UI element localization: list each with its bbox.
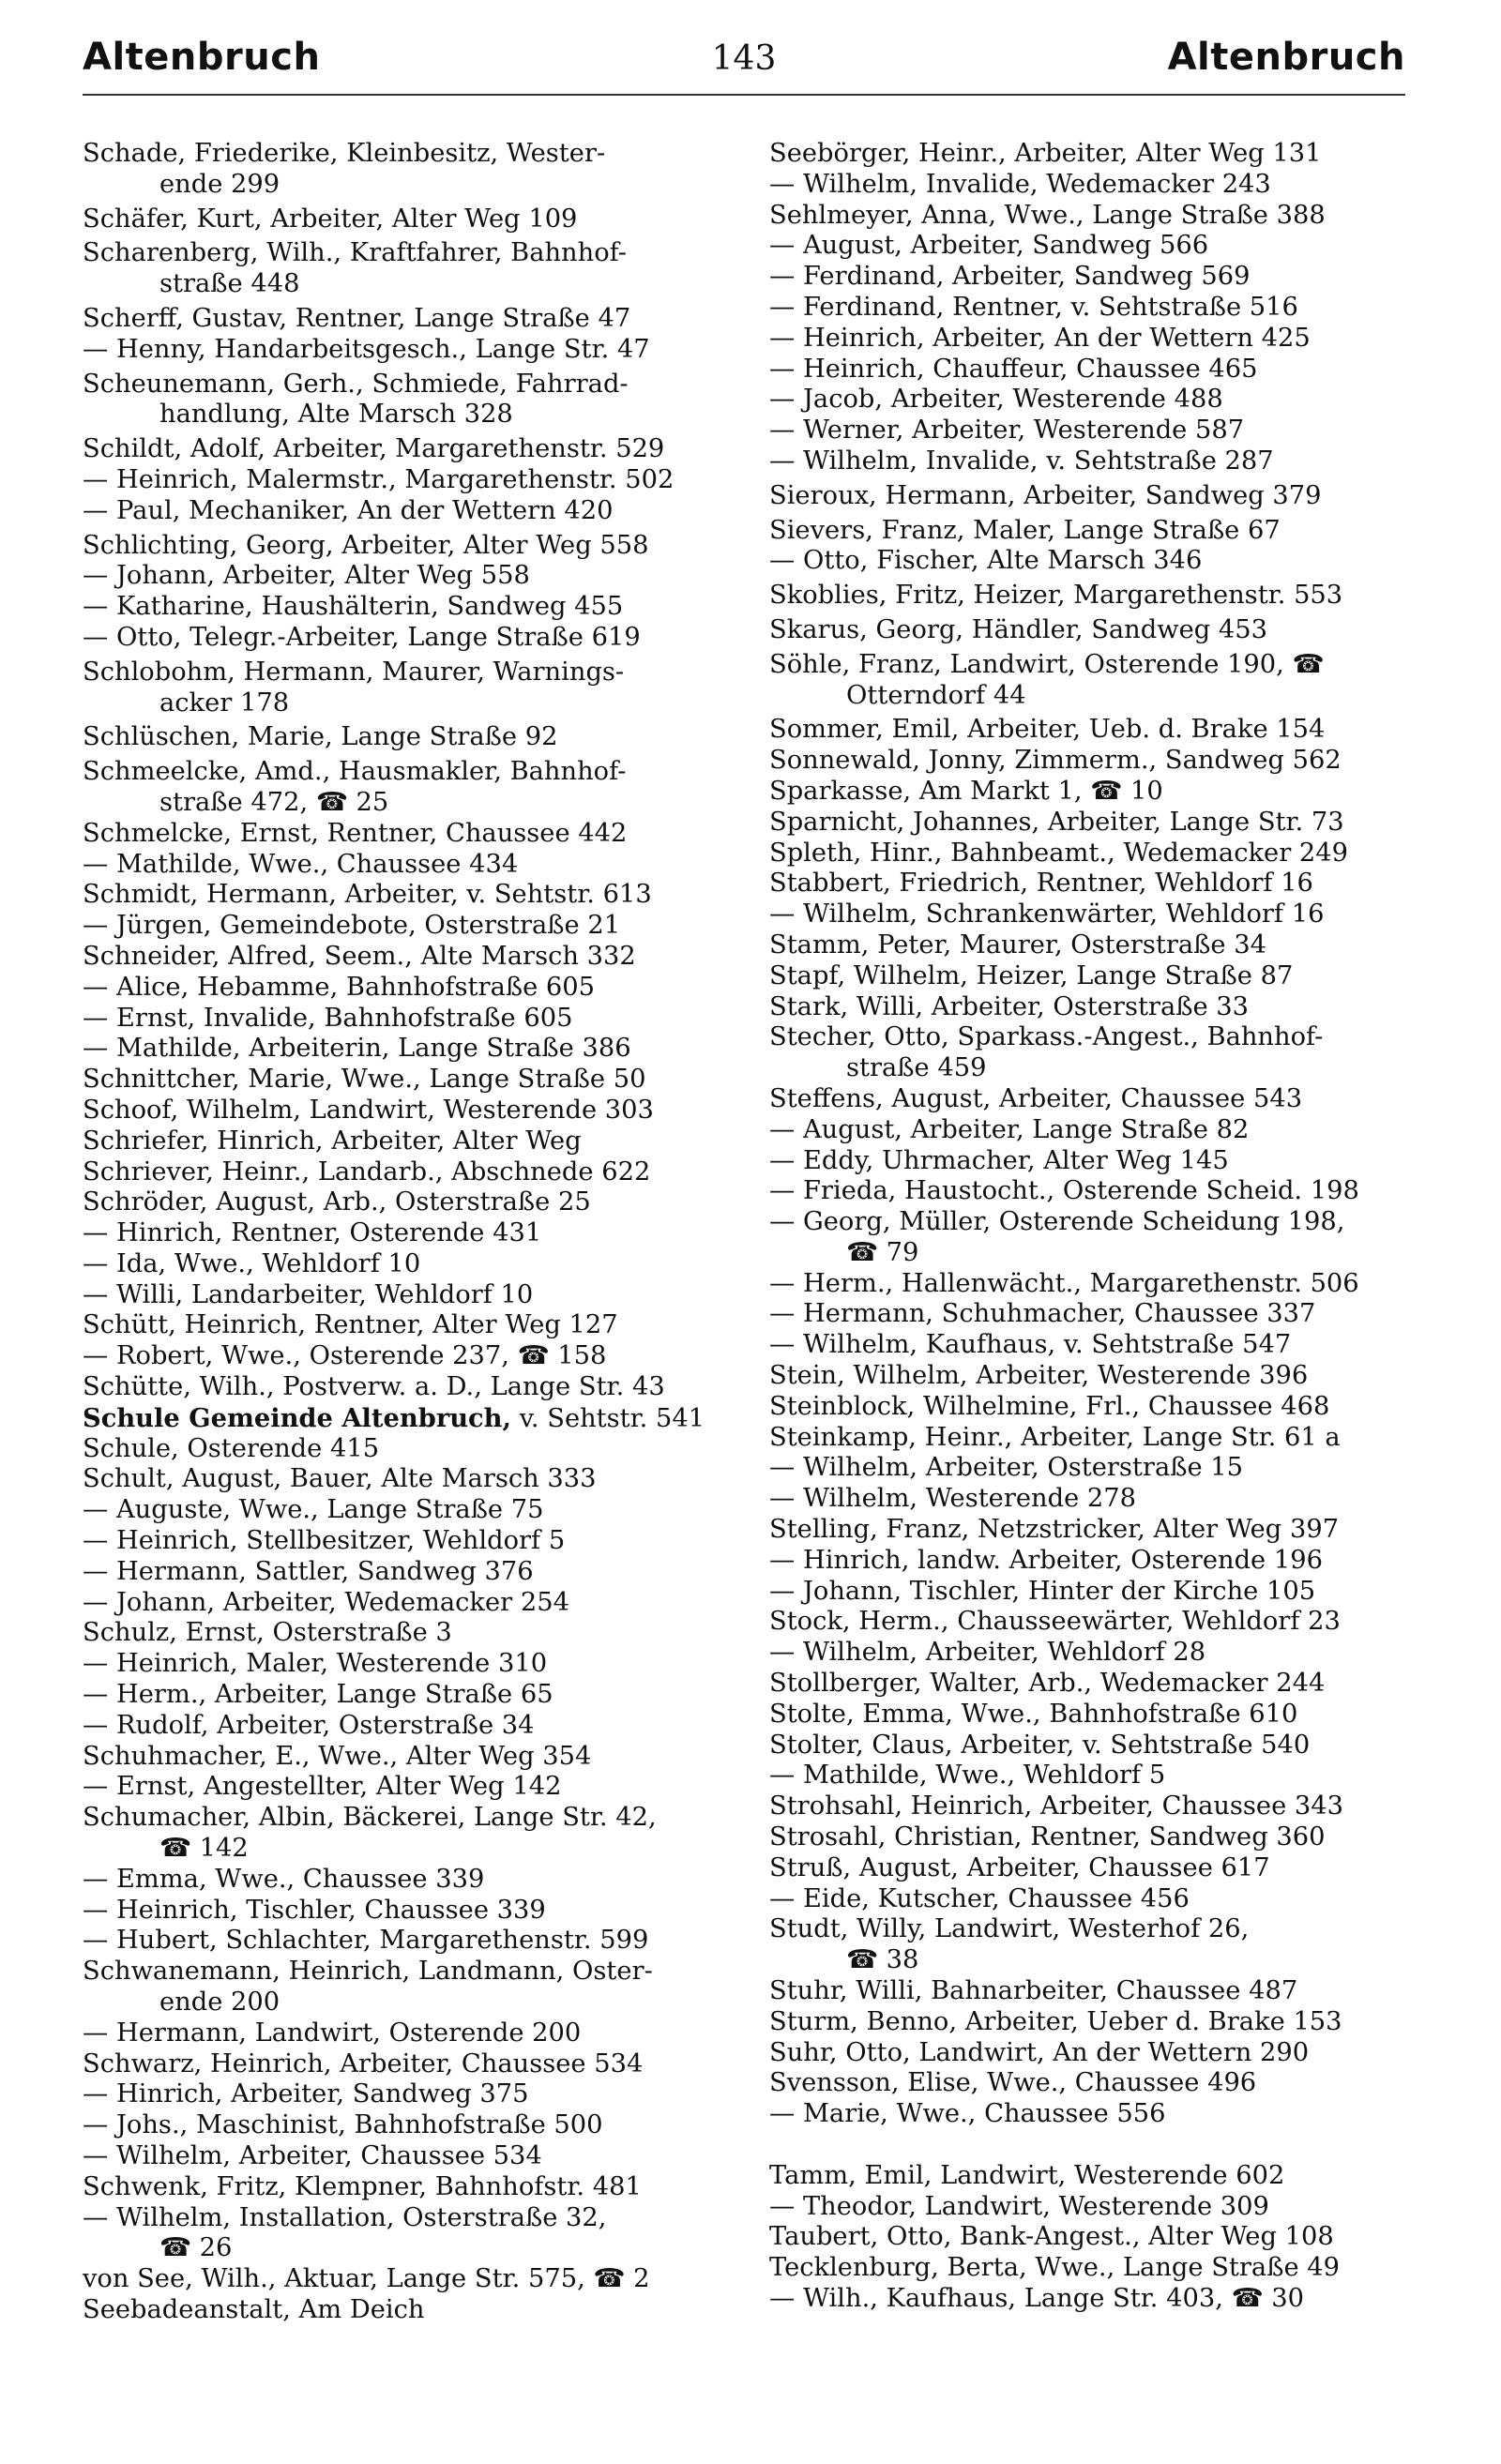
directory-entry-line: Stecher, Otto, Sparkass.-Angest., Bahnhof- [769, 1022, 1324, 1052]
directory-entry-line: Strosahl, Christian, Rentner, Sandweg 360 [769, 1822, 1326, 1852]
directory-entry-line: Schütt, Heinrich, Rentner, Alter Weg 127 [83, 1310, 618, 1340]
directory-entry-line: Skarus, Georg, Händler, Sandweg 453 [769, 614, 1267, 644]
directory-entry-line: — Johann, Arbeiter, Wedemacker 254 [83, 1587, 569, 1617]
directory-entry-line: Steinkamp, Heinr., Arbeiter, Lange Str. 61 a [769, 1422, 1341, 1452]
directory-entry-line: — Alice, Hebamme, Bahnhofstraße 605 [83, 972, 596, 1002]
directory-entry-line: Sturm, Benno, Arbeiter, Ueber d. Brake 153 [769, 2006, 1342, 2036]
directory-entry-line: Schlobohm, Hermann, Maurer, Warnings- [83, 657, 625, 687]
directory-entry-line: Söhle, Franz, Landwirt, Osterende 190, ☎ [769, 649, 1325, 679]
blank-line [769, 2130, 1417, 2161]
bold-entry-name: Schule Gemeinde Altenbruch, [83, 1402, 512, 1433]
directory-entry-line: Sonnewald, Jonny, Zimmerm., Sandweg 562 [769, 746, 1342, 776]
directory-entry-line: Sieroux, Hermann, Arbeiter, Sandweg 379 [769, 480, 1322, 510]
directory-entry-line: Stelling, Franz, Netzstricker, Alter Weg 397 [769, 1515, 1340, 1545]
directory-entry-line: — Hinrich, Rentner, Osterende 431 [83, 1218, 542, 1248]
directory-entry-line: — Hinrich, landw. Arbeiter, Osterende 196 [769, 1545, 1323, 1575]
directory-entry-line: — Wilhelm, Schrankenwärter, Wehldorf 16 [769, 899, 1325, 930]
page-header [83, 36, 1405, 88]
directory-entry-line: Sommer, Emil, Arbeiter, Ueb. d. Brake 154 [769, 715, 1326, 745]
directory-entry-line: — Herm., Hallenwächt., Margarethenstr. 506 [769, 1268, 1359, 1298]
directory-entry-line: Schröder, August, Arb., Osterstraße 25 [83, 1187, 591, 1217]
directory-entry-line: — Heinrich, Malermstr., Margarethenstr. 502 [83, 464, 675, 494]
directory-entry-line: — Johann, Arbeiter, Alter Weg 558 [83, 561, 530, 591]
directory-entry-line: — August, Arbeiter, Lange Straße 82 [769, 1114, 1250, 1144]
directory-entry-line: Stark, Willi, Arbeiter, Osterstraße 33 [769, 991, 1250, 1021]
directory-entry-line: — Ferdinand, Arbeiter, Sandweg 569 [769, 262, 1251, 292]
entry-address: v. Sehtstr. 541 [511, 1403, 705, 1433]
directory-entry-line: — Wilhelm, Arbeiter, Osterstraße 15 [769, 1453, 1244, 1483]
directory-entry-line: Schriefer, Hinrich, Arbeiter, Alter Weg [83, 1126, 582, 1156]
directory-entry-line: Strohsahl, Heinrich, Arbeiter, Chaussee 343 [769, 1791, 1344, 1822]
directory-entry-line: Stock, Herm., Chausseewärter, Wehldorf 23 [769, 1607, 1341, 1637]
directory-entry-line: straße 459 [846, 1053, 987, 1083]
directory-entry-line: Stolter, Claus, Arbeiter, v. Sehtstraße 540 [769, 1730, 1311, 1760]
directory-entry-line: Schriever, Heinr., Landarb., Abschnede 622 [83, 1156, 651, 1187]
directory-entry-line: — Wilhelm, Invalide, Wedemacker 243 [769, 169, 1271, 199]
directory-entry-line: ☎ 79 [846, 1237, 919, 1267]
directory-entry-line: Stein, Wilhelm, Arbeiter, Westerende 396 [769, 1361, 1309, 1391]
directory-entry-line: — Willi, Landarbeiter, Wehldorf 10 [83, 1279, 534, 1309]
directory-entry-line: Schmelcke, Ernst, Rentner, Chaussee 442 [83, 818, 628, 848]
directory-entry-line: — Wilhelm, Westerende 278 [769, 1484, 1137, 1514]
directory-entry-line: — Wilh., Kaufhaus, Lange Str. 403, ☎ 30 [769, 2283, 1304, 2313]
directory-entry-line: ☎ 142 [159, 1834, 249, 1864]
directory-entry-line: Scharenberg, Wilh., Kraftfahrer, Bahnhof- [83, 238, 627, 268]
directory-entry-line: — Mathilde, Arbeiterin, Lange Straße 386 [83, 1034, 631, 1064]
directory-entry-line: Steffens, August, Arbeiter, Chaussee 543 [769, 1083, 1303, 1113]
directory-entry-line: Sparkasse, Am Markt 1, ☎ 10 [769, 776, 1163, 806]
directory-entry-line: Schuhmacher, E., Wwe., Alter Weg 354 [83, 1741, 592, 1771]
directory-entry-line: — Hermann, Landwirt, Osterende 200 [83, 2018, 582, 2048]
directory-entry-line: Schlichting, Georg, Arbeiter, Alter Weg 558 [83, 530, 649, 560]
directory-entry-line: — Hinrich, Arbeiter, Sandweg 375 [83, 2079, 529, 2109]
directory-entry-line: ende 200 [159, 1988, 280, 2018]
directory-entry-line: handlung, Alte Marsch 328 [159, 400, 513, 430]
directory-entry-line: Stolte, Emma, Wwe., Bahnhofstraße 610 [769, 1699, 1298, 1729]
directory-entry-line: Suhr, Otto, Landwirt, An der Wettern 290 [769, 2037, 1310, 2067]
directory-entry-line: von See, Wilh., Aktuar, Lange Str. 575, ☎ 2 [83, 2264, 650, 2294]
directory-entry-line: — Werner, Arbeiter, Westerende 587 [769, 416, 1245, 446]
directory-entry-line: — Henny, Handarbeitsgesch., Lange Str. 47 [83, 334, 650, 364]
directory-entry-line: — Eide, Kutscher, Chaussee 456 [769, 1883, 1190, 1913]
directory-entry-line: Schwenk, Fritz, Klempner, Bahnhofstr. 481 [83, 2171, 642, 2201]
directory-entry-line: — Wilhelm, Invalide, v. Sehtstraße 287 [769, 446, 1274, 476]
directory-entry-line: Schmidt, Hermann, Arbeiter, v. Sehtstr. 613 [83, 880, 652, 910]
directory-entry-line: Seebörger, Heinr., Arbeiter, Alter Weg 131 [769, 139, 1322, 168]
directory-entry-line: Svensson, Elise, Wwe., Chaussee 496 [769, 2068, 1257, 2098]
directory-entry-line: Struß, August, Arbeiter, Chaussee 617 [769, 1852, 1270, 1882]
directory-entry-line: ☎ 26 [159, 2233, 233, 2263]
directory-entry-line: — Eddy, Uhrmacher, Alter Weg 145 [769, 1145, 1229, 1175]
directory-entry-line: — Ferdinand, Rentner, v. Sehtstraße 516 [769, 292, 1298, 322]
directory-entry-line: Stuhr, Willi, Bahnarbeiter, Chaussee 487 [769, 1976, 1298, 2006]
directory-entry-line: Schult, August, Bauer, Alte Marsch 333 [83, 1464, 597, 1494]
directory-entry-line: straße 472, ☎ 25 [159, 787, 389, 817]
directory-entry-line: Scheunemann, Gerh., Schmiede, Fahrrad- [83, 369, 629, 399]
directory-entry-line: — Heinrich, Maler, Westerende 310 [83, 1649, 548, 1679]
page-number: 143 [711, 39, 777, 78]
directory-entry-line: — Heinrich, Arbeiter, An der Wettern 425 [769, 323, 1311, 353]
directory-entry-line: — Emma, Wwe., Chaussee 339 [83, 1864, 485, 1894]
directory-entry-line: Schildt, Adolf, Arbeiter, Margarethenstr. 529 [83, 434, 665, 464]
right-column [769, 139, 1417, 2315]
directory-entry-line: Steinblock, Wilhelmine, Frl., Chaussee 468 [769, 1391, 1330, 1421]
directory-entry-line: Sehlmeyer, Anna, Wwe., Lange Straße 388 [769, 200, 1326, 230]
directory-entry-line: Schmeelcke, Amd., Hausmakler, Bahnhof- [83, 757, 627, 787]
directory-entry-line: Tecklenburg, Berta, Wwe., Lange Straße 49 [769, 2253, 1341, 2283]
directory-entry-line: Skoblies, Fritz, Heizer, Margarethenstr. 553 [769, 581, 1343, 611]
directory-entry-line: — Hubert, Schlachter, Margarethenstr. 599 [83, 1926, 649, 1956]
directory-entry-line: Taubert, Otto, Bank-Angest., Alter Weg 108 [769, 2222, 1334, 2252]
directory-entry-line: Stapf, Wilhelm, Heizer, Lange Straße 87 [769, 960, 1294, 990]
directory-entry-line: — Hermann, Schuhmacher, Chaussee 337 [769, 1299, 1316, 1329]
directory-entry-line: — Mathilde, Wwe., Wehldorf 5 [769, 1761, 1166, 1791]
directory-entry-line: Schlüschen, Marie, Lange Straße 92 [83, 722, 558, 752]
directory-entry-line: — Rudolf, Arbeiter, Osterstraße 34 [83, 1710, 535, 1740]
directory-entry-line: Otterndorf 44 [846, 680, 1026, 710]
directory-entry-line: — Marie, Wwe., Chaussee 556 [769, 2099, 1166, 2129]
directory-entry-line: straße 448 [159, 269, 300, 299]
directory-entry-line: — Ernst, Angestellter, Alter Weg 142 [83, 1772, 562, 1802]
left-column [83, 139, 730, 2326]
directory-entry-line: acker 178 [159, 688, 290, 718]
directory-entry-line: — Wilhelm, Arbeiter, Wehldorf 28 [769, 1638, 1206, 1668]
directory-entry-line: Tamm, Emil, Landwirt, Westerende 602 [769, 2160, 1285, 2190]
directory-entry-line: Schade, Friederike, Kleinbesitz, Wester- [83, 139, 606, 168]
directory-entry-line: Schnittcher, Marie, Wwe., Lange Straße 50 [83, 1065, 646, 1095]
directory-entry-line: Schneider, Alfred, Seem., Alte Marsch 332 [83, 941, 636, 971]
directory-entry-line: Spleth, Hinr., Bahnbeamt., Wedemacker 249 [769, 838, 1349, 868]
directory-entry-line: Sparnicht, Johannes, Arbeiter, Lange Str. 73 [769, 807, 1344, 837]
directory-entry-line: Stabbert, Friedrich, Rentner, Wehldorf 16 [769, 869, 1313, 899]
directory-entry-line: — Otto, Telegr.-Arbeiter, Lange Straße 619 [83, 622, 641, 652]
directory-entry-line: Sievers, Franz, Maler, Lange Straße 67 [769, 515, 1281, 545]
directory-entry-line: Stollberger, Walter, Arb., Wedemacker 244 [769, 1669, 1326, 1699]
directory-entry-line: — Wilhelm, Kaufhaus, v. Sehtstraße 547 [769, 1330, 1292, 1360]
header-rule [83, 94, 1405, 96]
directory-entry-line: — Paul, Mechaniker, An der Wettern 420 [83, 495, 614, 525]
directory-entry-line: — Mathilde, Wwe., Chaussee 434 [83, 849, 519, 879]
directory-entry-line: — Jacob, Arbeiter, Westerende 488 [769, 385, 1223, 415]
directory-entry-line: — Wilhelm, Installation, Osterstraße 32, [83, 2202, 607, 2232]
directory-entry-line: — Theodor, Landwirt, Westerende 309 [769, 2191, 1269, 2221]
directory-entry-line: Schwarz, Heinrich, Arbeiter, Chaussee 534 [83, 2048, 644, 2079]
directory-entry-line: ☎ 38 [846, 1945, 919, 1975]
directory-entry-line: Schäfer, Kurt, Arbeiter, Alter Weg 109 [83, 204, 578, 234]
directory-entry-line: — Johann, Tischler, Hinter der Kirche 105 [769, 1576, 1316, 1606]
directory-entry-line: — Frieda, Haustocht., Osterende Scheid. 198 [769, 1176, 1359, 1206]
directory-entry-line: Studt, Willy, Landwirt, Westerhof 26, [769, 1914, 1250, 1944]
directory-entry-line: Schütte, Wilh., Postverw. a. D., Lange Str. 43 [83, 1372, 665, 1402]
directory-entry-line: — Heinrich, Chauffeur, Chaussee 465 [769, 354, 1258, 384]
directory-entry-line: Seebadeanstalt, Am Deich [83, 2294, 425, 2324]
directory-entry-line: — Otto, Fischer, Alte Marsch 346 [769, 546, 1203, 576]
header-left-title: Altenbruch [83, 36, 321, 79]
directory-entry-line: — Auguste, Wwe., Lange Straße 75 [83, 1495, 544, 1525]
directory-entry-line: — Robert, Wwe., Osterende 237, ☎ 158 [83, 1341, 607, 1371]
directory-entry-line: — Ida, Wwe., Wehldorf 10 [83, 1248, 421, 1278]
directory-entry-line: — Ernst, Invalide, Bahnhofstraße 605 [83, 1003, 573, 1033]
directory-entry-line: — August, Arbeiter, Sandweg 566 [769, 231, 1209, 261]
directory-entry-line: — Heinrich, Tischler, Chaussee 339 [83, 1895, 546, 1925]
directory-entry-line: Schule, Osterende 415 [83, 1433, 380, 1463]
directory-entry-line: — Wilhelm, Arbeiter, Chaussee 534 [83, 2141, 542, 2170]
header-right-title: Altenbruch [1167, 36, 1405, 79]
directory-entry-line: — Heinrich, Stellbesitzer, Wehldorf 5 [83, 1526, 566, 1556]
directory-entry-line: Scherff, Gustav, Rentner, Lange Straße 47 [83, 303, 631, 333]
directory-entry-line: Schwanemann, Heinrich, Landmann, Oster- [83, 1957, 653, 1987]
directory-entry-line: Schulz, Ernst, Osterstraße 3 [83, 1618, 452, 1648]
directory-entry-line: — Katharine, Haushälterin, Sandweg 455 [83, 592, 624, 622]
directory-entry-line: — Herm., Arbeiter, Lange Straße 65 [83, 1680, 553, 1710]
directory-entry-line [83, 1403, 730, 1434]
directory-entry-line: — Johs., Maschinist, Bahnhofstraße 500 [83, 2110, 603, 2140]
directory-entry-line: Schoof, Wilhelm, Landwirt, Westerende 303 [83, 1095, 654, 1125]
directory-entry-line: — Jürgen, Gemeindebote, Osterstraße 21 [83, 911, 621, 941]
directory-entry-line: ende 299 [159, 169, 280, 199]
directory-entry-line: Stamm, Peter, Maurer, Osterstraße 34 [769, 930, 1266, 960]
directory-entry-line: — Georg, Müller, Osterende Scheidung 198, [769, 1207, 1345, 1237]
directory-entry-line: — Hermann, Sattler, Sandweg 376 [83, 1556, 534, 1586]
directory-entry-line: Schumacher, Albin, Bäckerei, Lange Str. 42, [83, 1803, 657, 1833]
